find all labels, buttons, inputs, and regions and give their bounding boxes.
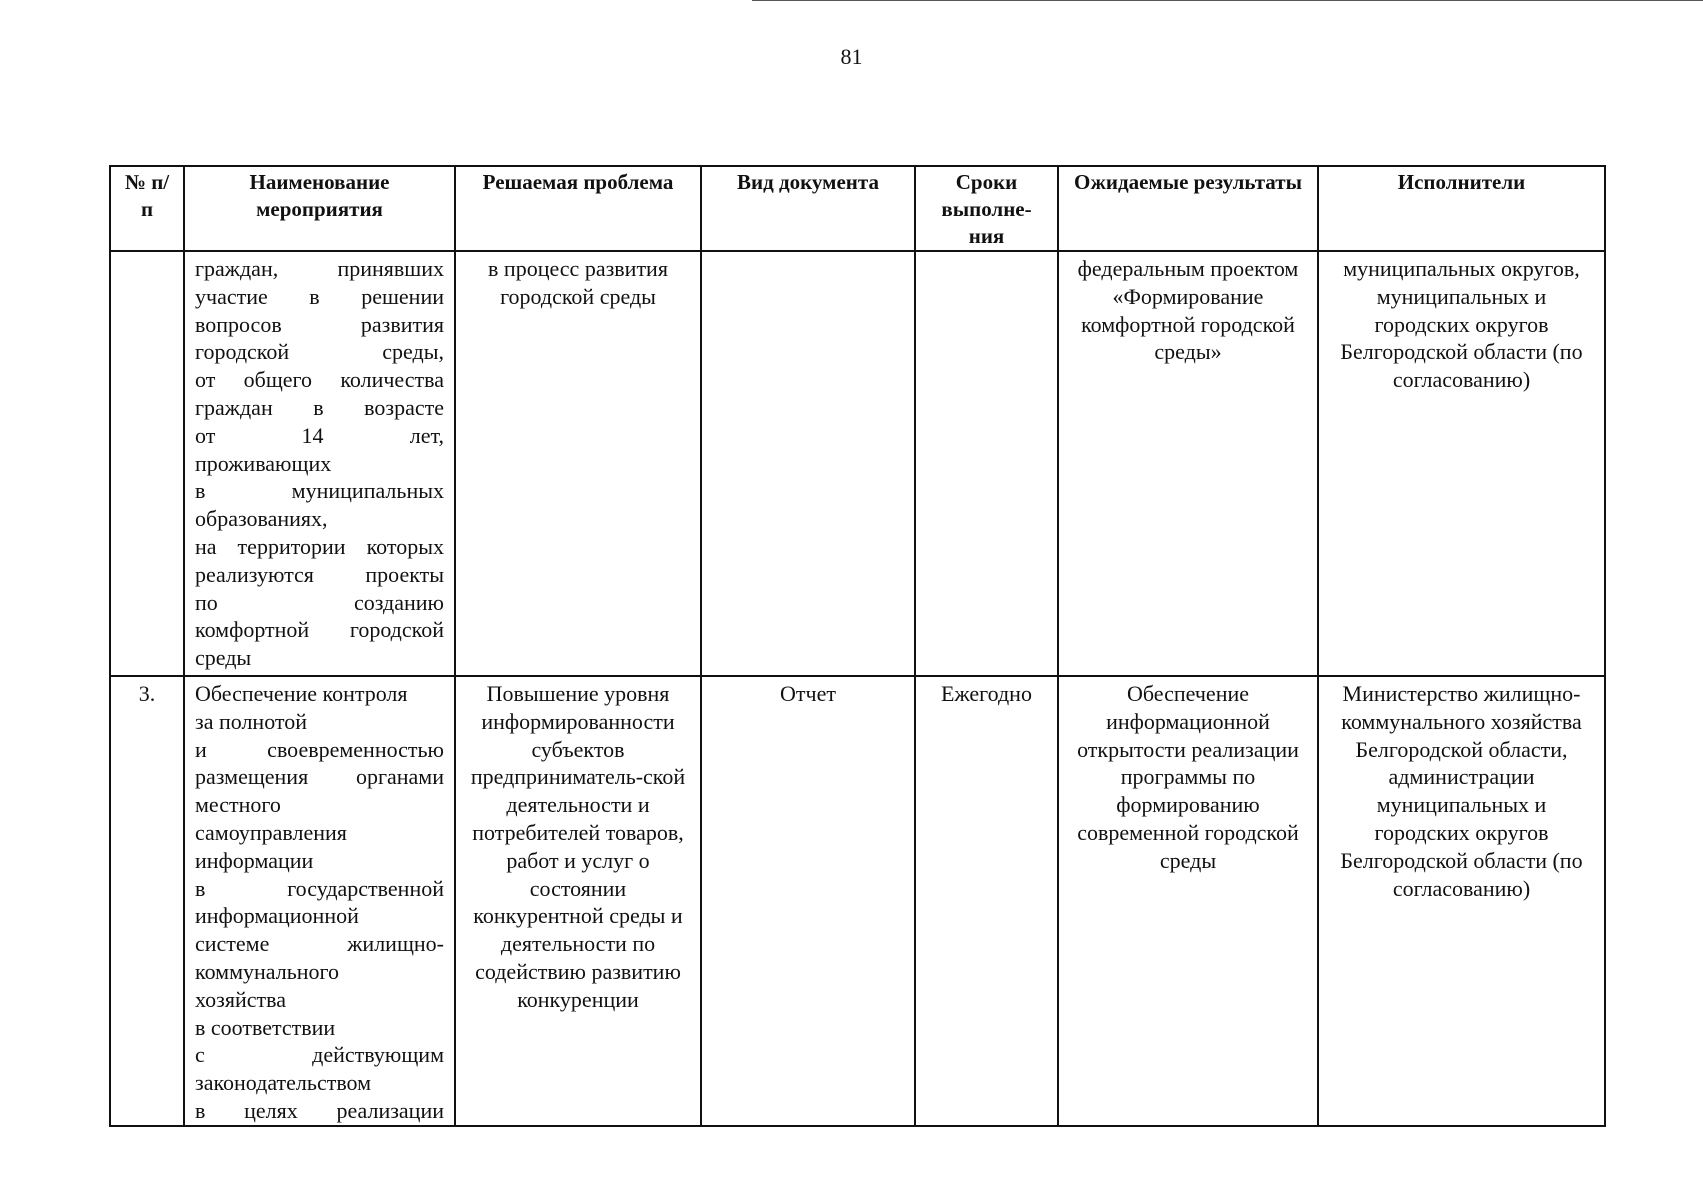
name-line: в соответствии xyxy=(195,1014,336,1040)
measures-table xyxy=(109,165,1606,1127)
name-line: проживающих xyxy=(195,450,332,476)
name-line: хозяйства xyxy=(195,986,286,1012)
name-line: городской среды, xyxy=(195,339,444,365)
name-line: от 14 лет, xyxy=(195,422,444,448)
name-line: самоуправления xyxy=(195,819,347,845)
name-line: комфортной городской xyxy=(195,617,444,643)
name-line: законодательством xyxy=(195,1070,372,1096)
name-line: информации xyxy=(195,847,314,873)
name-line: среды xyxy=(195,645,252,671)
table-header-row xyxy=(110,166,1605,251)
row-deadline: Ежегодно xyxy=(915,676,1058,1126)
header-name: Наименование мероприятия xyxy=(184,166,455,251)
row-doc-type: Отчет xyxy=(701,676,915,1126)
name-line: граждан, принявших xyxy=(195,256,444,281)
name-line: местного xyxy=(195,792,281,818)
scan-edge-line xyxy=(752,0,1703,1)
row-problem: Повышение уровня информированности субъектов предприниматель-ской деятельности и потребителей товаров, работ и услуг о состоянии конкурентной среды и деятельности по содействию развитию конкуренции xyxy=(455,676,701,1126)
header-results: Ожидаемые результаты xyxy=(1058,166,1318,251)
name-line: по созданию xyxy=(195,589,444,615)
row-name xyxy=(184,251,455,676)
table-row xyxy=(110,676,1605,1126)
name-line: в целях реализации xyxy=(195,1097,444,1123)
name-line: информационной xyxy=(195,903,359,929)
row-executors: Министерство жилищно-коммунального хозяйства Белгородской области, администрации муниципальных и городских округов Белгородской области (по согласованию) xyxy=(1318,676,1605,1126)
name-line: Обеспечение контроля xyxy=(195,681,408,706)
header-doc-type: Вид документа xyxy=(701,166,915,251)
header-num: № п/п xyxy=(110,166,184,251)
row-deadline xyxy=(915,251,1058,676)
row-num xyxy=(110,251,184,676)
name-line: в муниципальных xyxy=(195,478,444,504)
row-results: Обеспечение информационной открытости реализации программы по формированию современной городской среды xyxy=(1058,676,1318,1126)
row-num: 3. xyxy=(110,676,184,1126)
page-number: 81 xyxy=(840,44,863,69)
header-problem: Решаемая проблема xyxy=(455,166,701,251)
name-line: с действующим xyxy=(195,1042,444,1068)
name-line: участие в решении xyxy=(195,283,444,309)
name-line: системе жилищно- xyxy=(195,931,444,957)
name-line: и своевременностью xyxy=(195,736,444,762)
row-doc-type xyxy=(701,251,915,676)
name-line: вопросов развития xyxy=(195,311,444,337)
name-line: размещения органами xyxy=(195,764,444,790)
row-name xyxy=(184,676,455,1126)
header-deadline: Сроки выполне-ния xyxy=(915,166,1058,251)
row-problem: в процесс развития городской среды xyxy=(455,251,701,676)
name-line: от общего количества xyxy=(195,367,444,393)
table-row xyxy=(110,251,1605,676)
name-line: реализуются проекты xyxy=(195,561,444,587)
name-line: за полнотой xyxy=(195,708,307,734)
header-executors: Исполнители xyxy=(1318,166,1605,251)
row-executors: муниципальных округов, муниципальных и городских округов Белгородской области (по согласованию) xyxy=(1318,251,1605,676)
name-line: на территории которых xyxy=(195,533,444,559)
row-results: федеральным проектом «Формирование комфортной городской среды» xyxy=(1058,251,1318,676)
name-line: в государственной xyxy=(195,875,444,901)
name-line: образованиях, xyxy=(195,506,328,532)
name-line: граждан в возрасте xyxy=(195,394,444,420)
name-line: коммунального xyxy=(195,958,339,984)
